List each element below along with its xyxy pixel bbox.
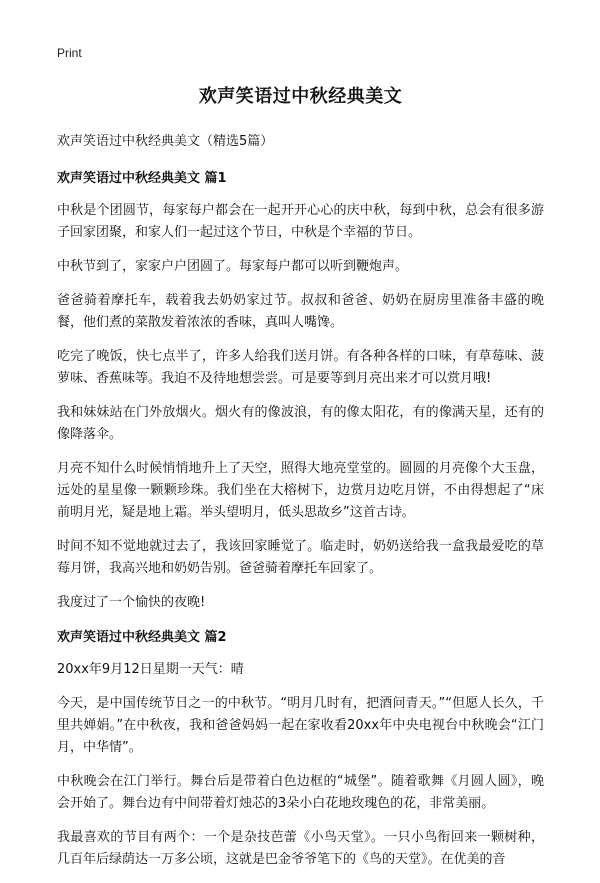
paragraph: 20xx年9月12日星期一天气：晴: [57, 662, 244, 677]
paragraph: 爸爸骑着摩托车，载着我去奶奶家过节。叔叔和爸爸、奶奶在厨房里准备丰盛的晚餐，他们煮的菜散发着浓浓的香味，真叫人嘴馋。: [57, 293, 544, 330]
paragraph: 我和妹妹站在门外放烟火。烟火有的像波浪，有的像太阳花，有的像满天星，还有的像降落伞。: [57, 405, 544, 442]
paragraph: 今天，是中国传统节日之一的中秋节。“明月几时有，把酒问青天。”“但愿人长久，千里共婵娟。”在中秋夜，我和爸爸妈妈一起在家收看20xx年中央电视台中秋晚会“江门月，中华情”。: [57, 696, 544, 755]
paragraph: 中秋晚会在江门举行。舞台后是带着白色边框的“城堡”。随着歌舞《月圆人圆》，晚会开始了。舞台边有中间带着灯烛芯的3朵小白花地玫瑰色的花，非常美丽。: [57, 774, 544, 811]
paragraph: 时间不知不觉地就过去了，我该回家睡觉了。临走时，奶奶送给我一盒我最爱吃的草莓月饼，我高兴地和奶奶告别。爸爸骑着摩托车回家了。: [57, 539, 544, 576]
section-1: [57, 167, 544, 614]
paragraph: 我度过了一个愉快的夜晚!: [57, 595, 206, 610]
paragraph: 中秋是个团圆节，每家每户都会在一起开开心心的庆中秋，每到中秋，总会有很多游子回家团聚，和家人们一起过这个节日，中秋是个幸福的节日。: [57, 203, 544, 240]
print-label[interactable]: Print: [57, 46, 82, 60]
section-2: [57, 626, 544, 871]
document-subtitle: 欢声笑语过中秋经典美文（精选5篇）: [57, 134, 274, 149]
paragraph: 月亮不知什么时候悄悄地升上了天空，照得大地亮堂堂的。圆圆的月亮像个大玉盘，远处的星星像一颗颗珍珠。我们坐在大榕树下，边赏月边吃月饼，不由得想起了“床前明月光，疑是地上霜。举头望明月，低头思故乡”这首古诗。: [57, 461, 544, 520]
document-title: 欢声笑语过中秋经典美文: [198, 86, 403, 107]
paragraph: 我最喜欢的节目有两个：一个是杂技芭蕾《小鸟天堂》。一只小鸟衔回来一颗树种，几百年后绿荫达一万多公顷，这就是巴金爷爷笔下的《鸟的天堂》。在优美的音: [57, 830, 544, 867]
section-heading: 欢声笑语过中秋经典美文 篇2: [57, 630, 227, 645]
section-heading: 欢声笑语过中秋经典美文 篇1: [57, 171, 227, 186]
paragraph: 中秋节到了，家家户户团圆了。每家每户都可以听到鞭炮声。: [57, 259, 409, 274]
paragraph: 吃完了晚饭，快七点半了，许多人给我们送月饼。有各种各样的口味，有草莓味、菠萝味、香蕉味等。我迫不及待地想尝尝。可是要等到月亮出来才可以赏月哦!: [57, 349, 544, 386]
document-page: [57, 82, 544, 883]
